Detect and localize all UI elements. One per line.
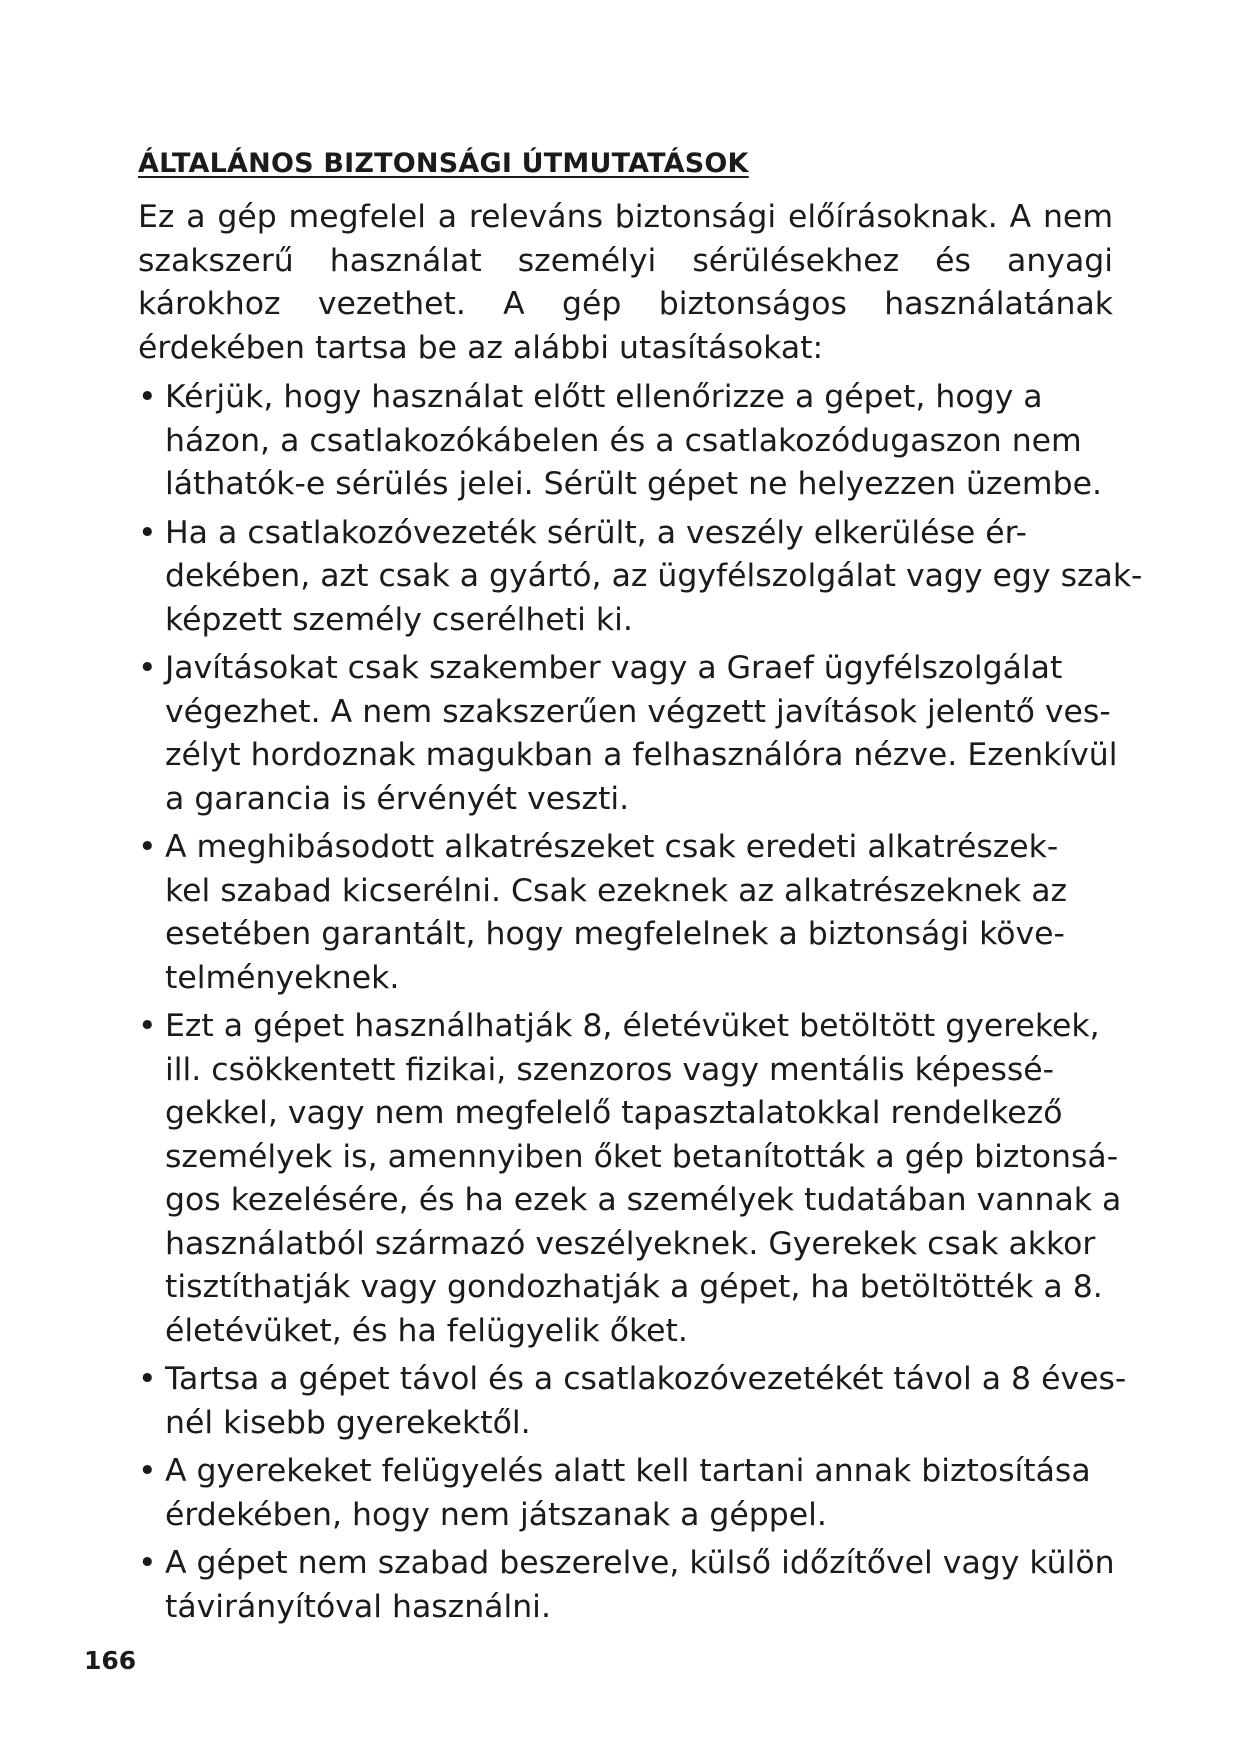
list-item: [138, 1542, 1115, 1629]
list-item-line: tisztíthatják vagy gondozhatják a gépet, ha betöltötték a 8.: [165, 1269, 1103, 1305]
intro-paragraph: Ez a gép megfelel a releváns biztonsági előírásoknak. A nem szakszerű használat személyi sérülésekhez és anyagi károkhoz vezethet. A gép biztonságos használatának érdekében tartsa be az alábbi utasításokat:: [138, 199, 1113, 366]
list-item: [138, 376, 1108, 507]
bullet-icon: •: [138, 1453, 157, 1489]
list-item-line: használatból származó veszélyeknek. Gyerekek csak akkor: [165, 1225, 1096, 1262]
list-item-line: láthatók-e sérülés jelei. Sérült gépet ne helyezzen üzembe.: [165, 466, 1102, 502]
list-item-line: gos kezelésére, és ha ezek a személyek tudatában vannak a: [165, 1182, 1122, 1218]
list-item-line: Kérjük, hogy használat előtt ellenőrizze a gépet, hogy a: [165, 379, 1043, 415]
list-item-line: zélyt hordoznak magukban a felhasználóra nézve. Ezenkívül: [165, 737, 1118, 773]
list-item-line: érdekében, hogy nem játszanak a géppel.: [165, 1496, 827, 1533]
list-item-line: A meghibásodott alkatrészeket csak eredeti alkatrészek-: [165, 829, 1059, 865]
list-item-line: végezhet. A nem szakszerűen végzett javítások jelentő ves-: [165, 693, 1111, 730]
list-item-line: Javításokat csak szakember vagy a Graef ügyfélszolgálat: [165, 650, 1063, 686]
bullet-icon: •: [138, 1545, 157, 1581]
list-item: [138, 1450, 1108, 1537]
list-item-line: esetében garantált, hogy megfelelnek a biztonsági köve-: [165, 916, 1065, 952]
list-item-line: életévüket, és ha felügyelik őket.: [165, 1312, 688, 1349]
bullet-icon: •: [138, 829, 157, 865]
bullet-icon: •: [138, 650, 157, 686]
list-item: [138, 1358, 1127, 1445]
list-item-line: kel szabad kicserélni. Csak ezeknek az alkatrészeknek az: [165, 872, 1068, 909]
list-item-line: a garancia is érvényét veszti.: [165, 780, 630, 817]
list-item-line: A gyerekeket felügyelés alatt kell tartani annak biztosítása: [165, 1453, 1091, 1489]
list-item-line: Tartsa a gépet távol és a csatlakozóvezetékét távol a 8 éves-: [165, 1361, 1127, 1397]
list-item-line: házon, a csatlakozókábelen és a csatlakozódugaszon nem: [165, 422, 1082, 459]
list-item: [138, 1005, 1122, 1353]
list-item-line: A gépet nem szabad beszerelve, külső időzítővel vagy külön: [165, 1545, 1115, 1581]
list-item-line: nél kisebb gyerekektől.: [165, 1404, 531, 1441]
bullet-icon: •: [138, 1361, 157, 1397]
list-item-line: képzett személy cserélheti ki.: [165, 601, 633, 638]
list-item-line: dekében, azt csak a gyártó, az ügyfélszolgálat vagy egy szak-: [165, 558, 1143, 594]
list-item: [138, 647, 1118, 821]
list-item-line: Ezt a gépet használhatják 8, életévüket betöltött gyerekek,: [165, 1008, 1100, 1044]
safety-instructions-list: [138, 376, 1143, 1634]
bullet-icon: •: [138, 1008, 157, 1044]
list-item-line: telményeknek.: [165, 959, 400, 996]
list-item: [138, 826, 1108, 1000]
bullet-icon: •: [138, 514, 157, 551]
list-item-line: távirányítóval használni.: [165, 1588, 551, 1625]
list-item: [138, 512, 1143, 643]
list-item-line: Ha a csatlakozóvezeték sérült, a veszély elkerülése ér-: [165, 514, 1027, 551]
list-item-line: gekkel, vagy nem megfelelő tapasztalatokkal rendelkező: [165, 1095, 1063, 1131]
section-heading: ÁLTALÁNOS BIZTONSÁGI ÚTMUTATÁSOK: [138, 148, 749, 179]
page-number: 166: [84, 1646, 137, 1675]
bullet-icon: •: [138, 379, 157, 415]
list-item-line: személyek is, amennyiben őket betanították a gép biztonsá-: [165, 1138, 1119, 1175]
list-item-line: ill. csökkentett fizikai, szenzoros vagy mentális képessé-: [165, 1051, 1055, 1088]
